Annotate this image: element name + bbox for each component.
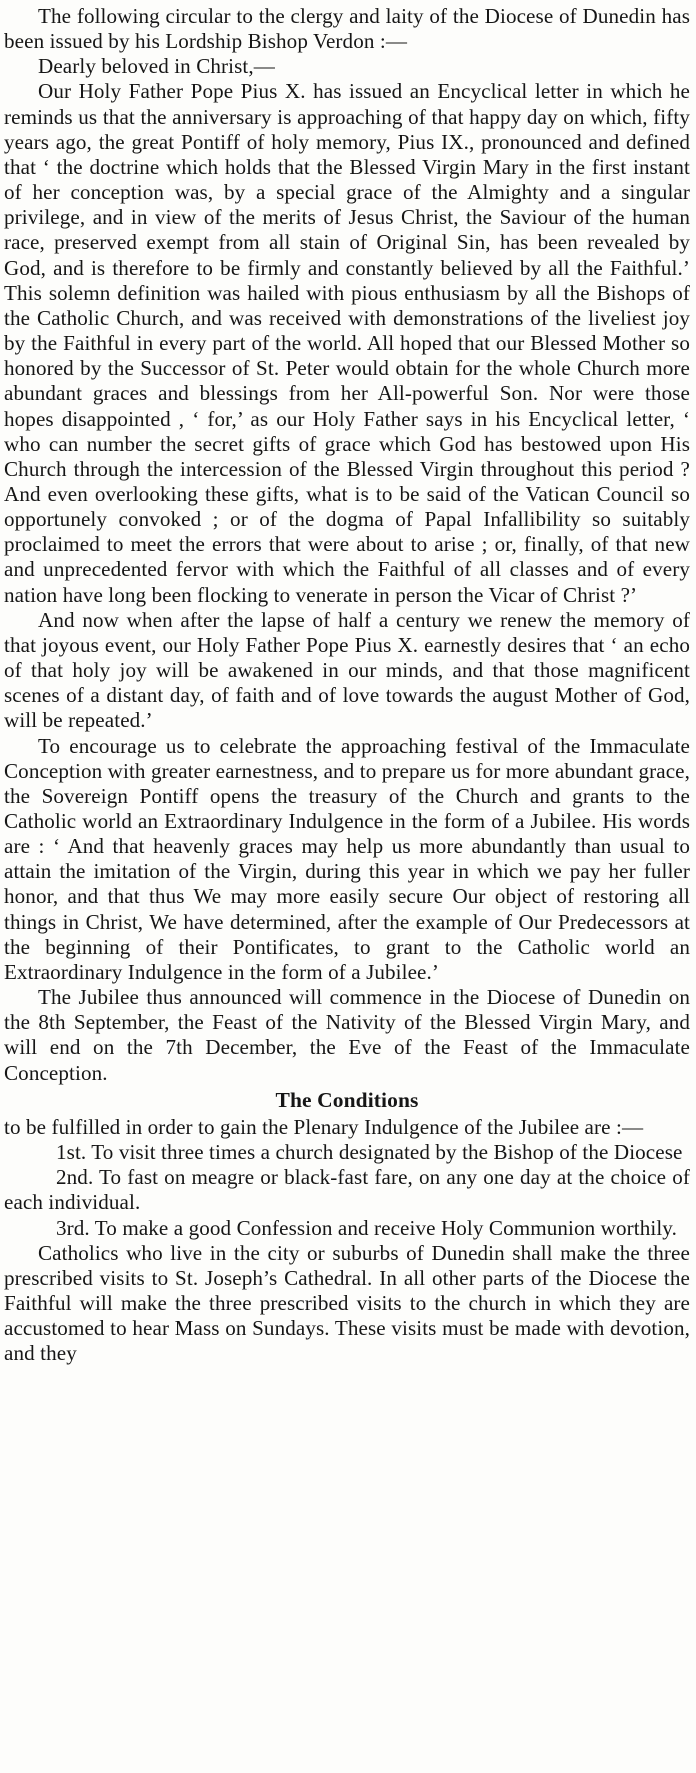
conditions-intro: to be fulfilled in order to gain the Plenary Indulgence of the Jubilee are :— [4, 1114, 644, 1139]
condition-item: 1st. To visit three times a church designated by the Bishop of the Diocese [56, 1140, 683, 1165]
paragraph-half-century: And now when after the lapse of half a century we renew the memory of that joyous event, our Holy Father Pope Pius X. earnestly desires that ‘ an echo of that holy joy will be awakened in our minds, and that those magnificent scenes of a distant day, of faith and of love towards the august Mother of God, will be repeated.’ [4, 607, 690, 733]
paragraph-jubilee-dates: The Jubilee thus announced will commence in the Diocese of Dunedin on the 8th September, the Feast of the Nativity of the Blessed Virgin Mary, and will end on the 7th December, the Eve of the Feast of the Immaculate Conception. [4, 985, 690, 1085]
intro-paragraph: The following circular to the clergy and laity of the Diocese of Dunedin has been issued by his Lordship Bishop Verdon :— [4, 4, 690, 54]
condition-item: 3rd. To make a good Confession and receive Holy Communion worthily. [56, 1215, 677, 1240]
article-column [4, 4, 690, 1366]
condition-item: 2nd. To fast on meagre or black-fast fare, on any one day at the choice of each individual. [4, 1165, 690, 1215]
paragraph-encyclical: Our Holy Father Pope Pius X. has issued an Encyclical letter in which he reminds us that the anniversary is approaching of that happy day on which, fifty years ago, the great Pontiff of holy memory, Pius IX., pronounced and defined that ‘ the doctrine which holds that the Blessed Virgin Mary in the first instant of her conception was, by a special grace of the Almighty and a singular privilege, and in view of the merits of Jesus Christ, the Saviour of the human race, preserved exempt from all stain of Original Sin, has been revealed by God, and is therefore to be firmly and constantly believed by all the Faithful.’ This solemn definition was hailed with pious enthusiasm by all the Bishops of the Catholic Church, and was received with demonstrations of the liveliest joy by the Faithful in every part of the world. All hoped that our Blessed Mother so honored by the Successor of St. Peter would obtain for the whole Church more abundant graces and blessings from her All-powerful Son. Nor were those hopes disappointed , ‘ for,’ as our Holy Father says in his Encyclical letter, ‘ who can number the secret gifts of grace which God has bestowed upon His Church through the intercession of the Blessed Virgin throughout this period ? And even overlooking these gifts, what is to be said of the Vatican Council so opportunely convoked ; or of the dogma of Papal Infallibility so suitably proclaimed to meet the errors that were about to arise ; or, finally, of that new and unprecedented fervor with which the Faithful of all classes and of every nation have long been flocking to venerate in person the Vicar of Christ ?’ [4, 79, 690, 607]
paragraph-jubilee-indulgence: To encourage us to celebrate the approaching festival of the Immaculate Conception with greater earnestness, and to prepare us for more abundant grace, the Sovereign Pontiff opens the treasury of the Church and grants to the Catholic world an Extraordinary Indulgence in the form of a Jubilee. His words are : ‘ And that heavenly graces may help us more abundantly than usual to attain the imitation of the Virgin, during this year in which we pay her fuller honor, and that thus We may more easily secure Our object of restoring all things in Christ, We have determined, after the example of Our Predecessors at the beginning of their Pontificates, to grant to the Catholic world an Extraordinary Indulgence in the form of a Jubilee.’ [4, 733, 690, 984]
paragraph-visits: Catholics who live in the city or suburbs of Dunedin shall make the three prescribed visits to St. Joseph’s Cathedral. In all other parts of the Diocese the Faithful will make the three prescribed visits to the church in which they are accustomed to hear Mass on Sundays. These visits must be made with devotion, and they [4, 1240, 690, 1366]
salutation: Dearly beloved in Christ,— [38, 54, 275, 79]
section-heading-conditions: The Conditions [275, 1087, 419, 1112]
